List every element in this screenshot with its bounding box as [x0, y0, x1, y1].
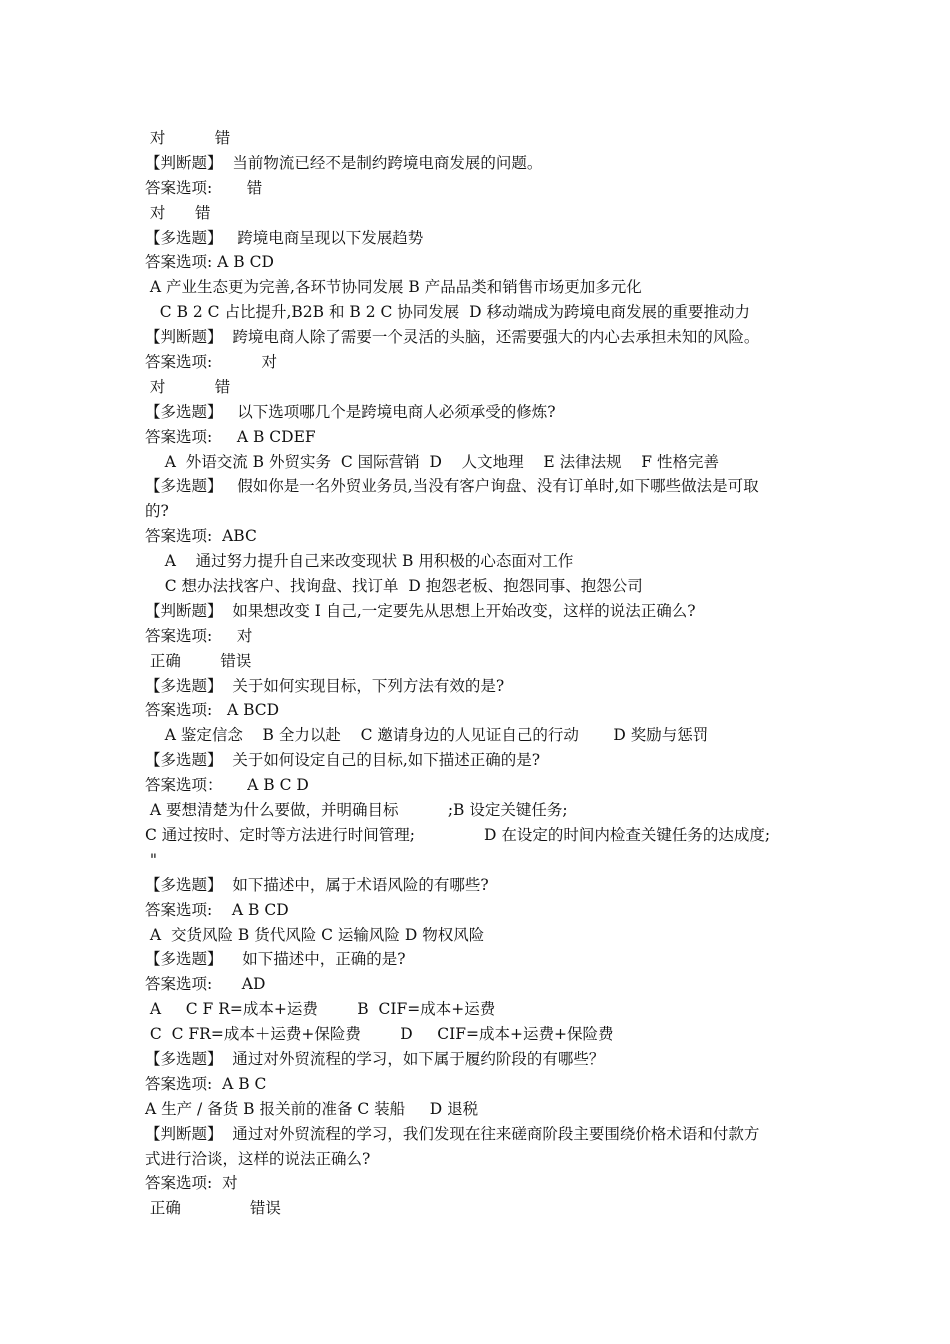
text-line: C C FR=成本＋运费+保险费 D CIF=成本+运费+保险费: [145, 1025, 614, 1044]
text-line: 式进行洽谈，这样的说法正确么?: [145, 1149, 371, 1168]
text-line: A 生产 / 备货 B 报关前的准备 C 装船 D 退税: [145, 1099, 479, 1118]
text-line: 【多选题】 关于如何实现目标，下列方法有效的是?: [145, 676, 505, 695]
text-line: A 通过努力提升自己来改变现状 B 用积极的心态面对工作: [145, 552, 574, 571]
text-line: 答案选项: A B CD: [145, 253, 274, 272]
text-line: 对 错: [145, 129, 231, 147]
text-line: A 鉴定信念 B 全力以赴 C 邀请身边的人见证自己的行动 D 奖励与惩罚: [145, 726, 709, 745]
text-line: 答案选项: 对: [145, 626, 253, 645]
text-line: C 想办法找客户、找询盘、找订单 D 抱怨老板、抱怨同事、抱怨公司: [145, 577, 643, 596]
text-line: 【多选题】 以下选项哪几个是跨境电商人必须承受的修炼?: [145, 402, 556, 421]
text-line: 答案选项: A BCD: [145, 701, 280, 720]
text-line: 【判断题】 如果想改变 I 自己,一定要先从思想上开始改变，这样的说法正确么?: [145, 601, 696, 620]
text-line: 答案选项: 对: [145, 1174, 238, 1193]
text-line: C B 2 C 占比提升,B2B 和 B 2 C 协同发展 D 移动端成为跨境电商发展的重要推动力: [145, 303, 750, 322]
text-line: A 外语交流 B 外贸实务 C 国际营销 D 人文地理 E 法律法规 F 性格完善: [145, 452, 719, 471]
text-line: 正确 错误: [145, 1199, 281, 1218]
text-line: 答案选项: A B CD: [145, 900, 289, 919]
text-line: A 要想清楚为什么要做，并明确目标 ;B 设定关键任务;: [145, 801, 568, 820]
text-line: 对 错: [145, 203, 211, 222]
text-line: A 交货风险 B 货代风险 C 运输风险 D 物权风险: [145, 925, 485, 944]
text-line: 【多选题】 通过对外贸流程的学习，如下属于履约阶段的有哪些？: [145, 1049, 605, 1068]
text-line: 答案选项： A B C D: [145, 776, 309, 795]
text-line: 对 错: [145, 377, 231, 396]
text-line: 答案选项: AD: [145, 975, 266, 994]
text-line: 的?: [145, 502, 169, 521]
text-line: 答案选项: A B CDEF: [145, 427, 316, 446]
text-line: 答案选项: A B C: [145, 1074, 267, 1093]
text-line: 答案选项: 对: [145, 353, 277, 372]
text-line: A C F R=成本+运费 B CIF=成本+运费: [145, 1000, 496, 1019]
text-line: 正确 错误: [145, 651, 252, 670]
text-line: ": [145, 850, 158, 869]
text-line: 【多选题】 如下描述中，属于术语风险的有哪些?: [145, 875, 489, 894]
text-line: 【多选题】 如下描述中，正确的是?: [145, 950, 406, 969]
text-line: 【判断题】 通过对外贸流程的学习，我们发现在往来磋商阶段主要围绕价格术语和付款方: [145, 1124, 760, 1143]
text-line: 【判断题】 当前物流已经不是制约跨境电商发展的问题。: [145, 153, 543, 172]
document-body: [145, 126, 825, 1221]
text-line: 答案选项: ABC: [145, 527, 257, 546]
text-line: 【多选题】 关于如何设定自己的目标,如下描述正确的是?: [145, 751, 541, 770]
text-line: 【判断题】 跨境电商人除了需要一个灵活的头脑，还需要强大的内心去承担未知的风险。: [145, 328, 760, 347]
text-line: A 产业生态更为完善,各环节协同发展 B 产品品类和销售市场更加多元化: [145, 278, 642, 297]
text-line: 【多选题】 假如你是一名外贸业务员,当没有客户询盘、没有订单时,如下哪些做法是可取: [145, 477, 759, 496]
text-line: 【多选题】 跨境电商呈现以下发展趋势: [145, 228, 424, 247]
text-line: C 通过按时、定时等方法进行时间管理; D 在设定的时间内检查关键任务的达成度;: [145, 825, 771, 844]
text-line: 答案选项: 错: [145, 178, 263, 197]
